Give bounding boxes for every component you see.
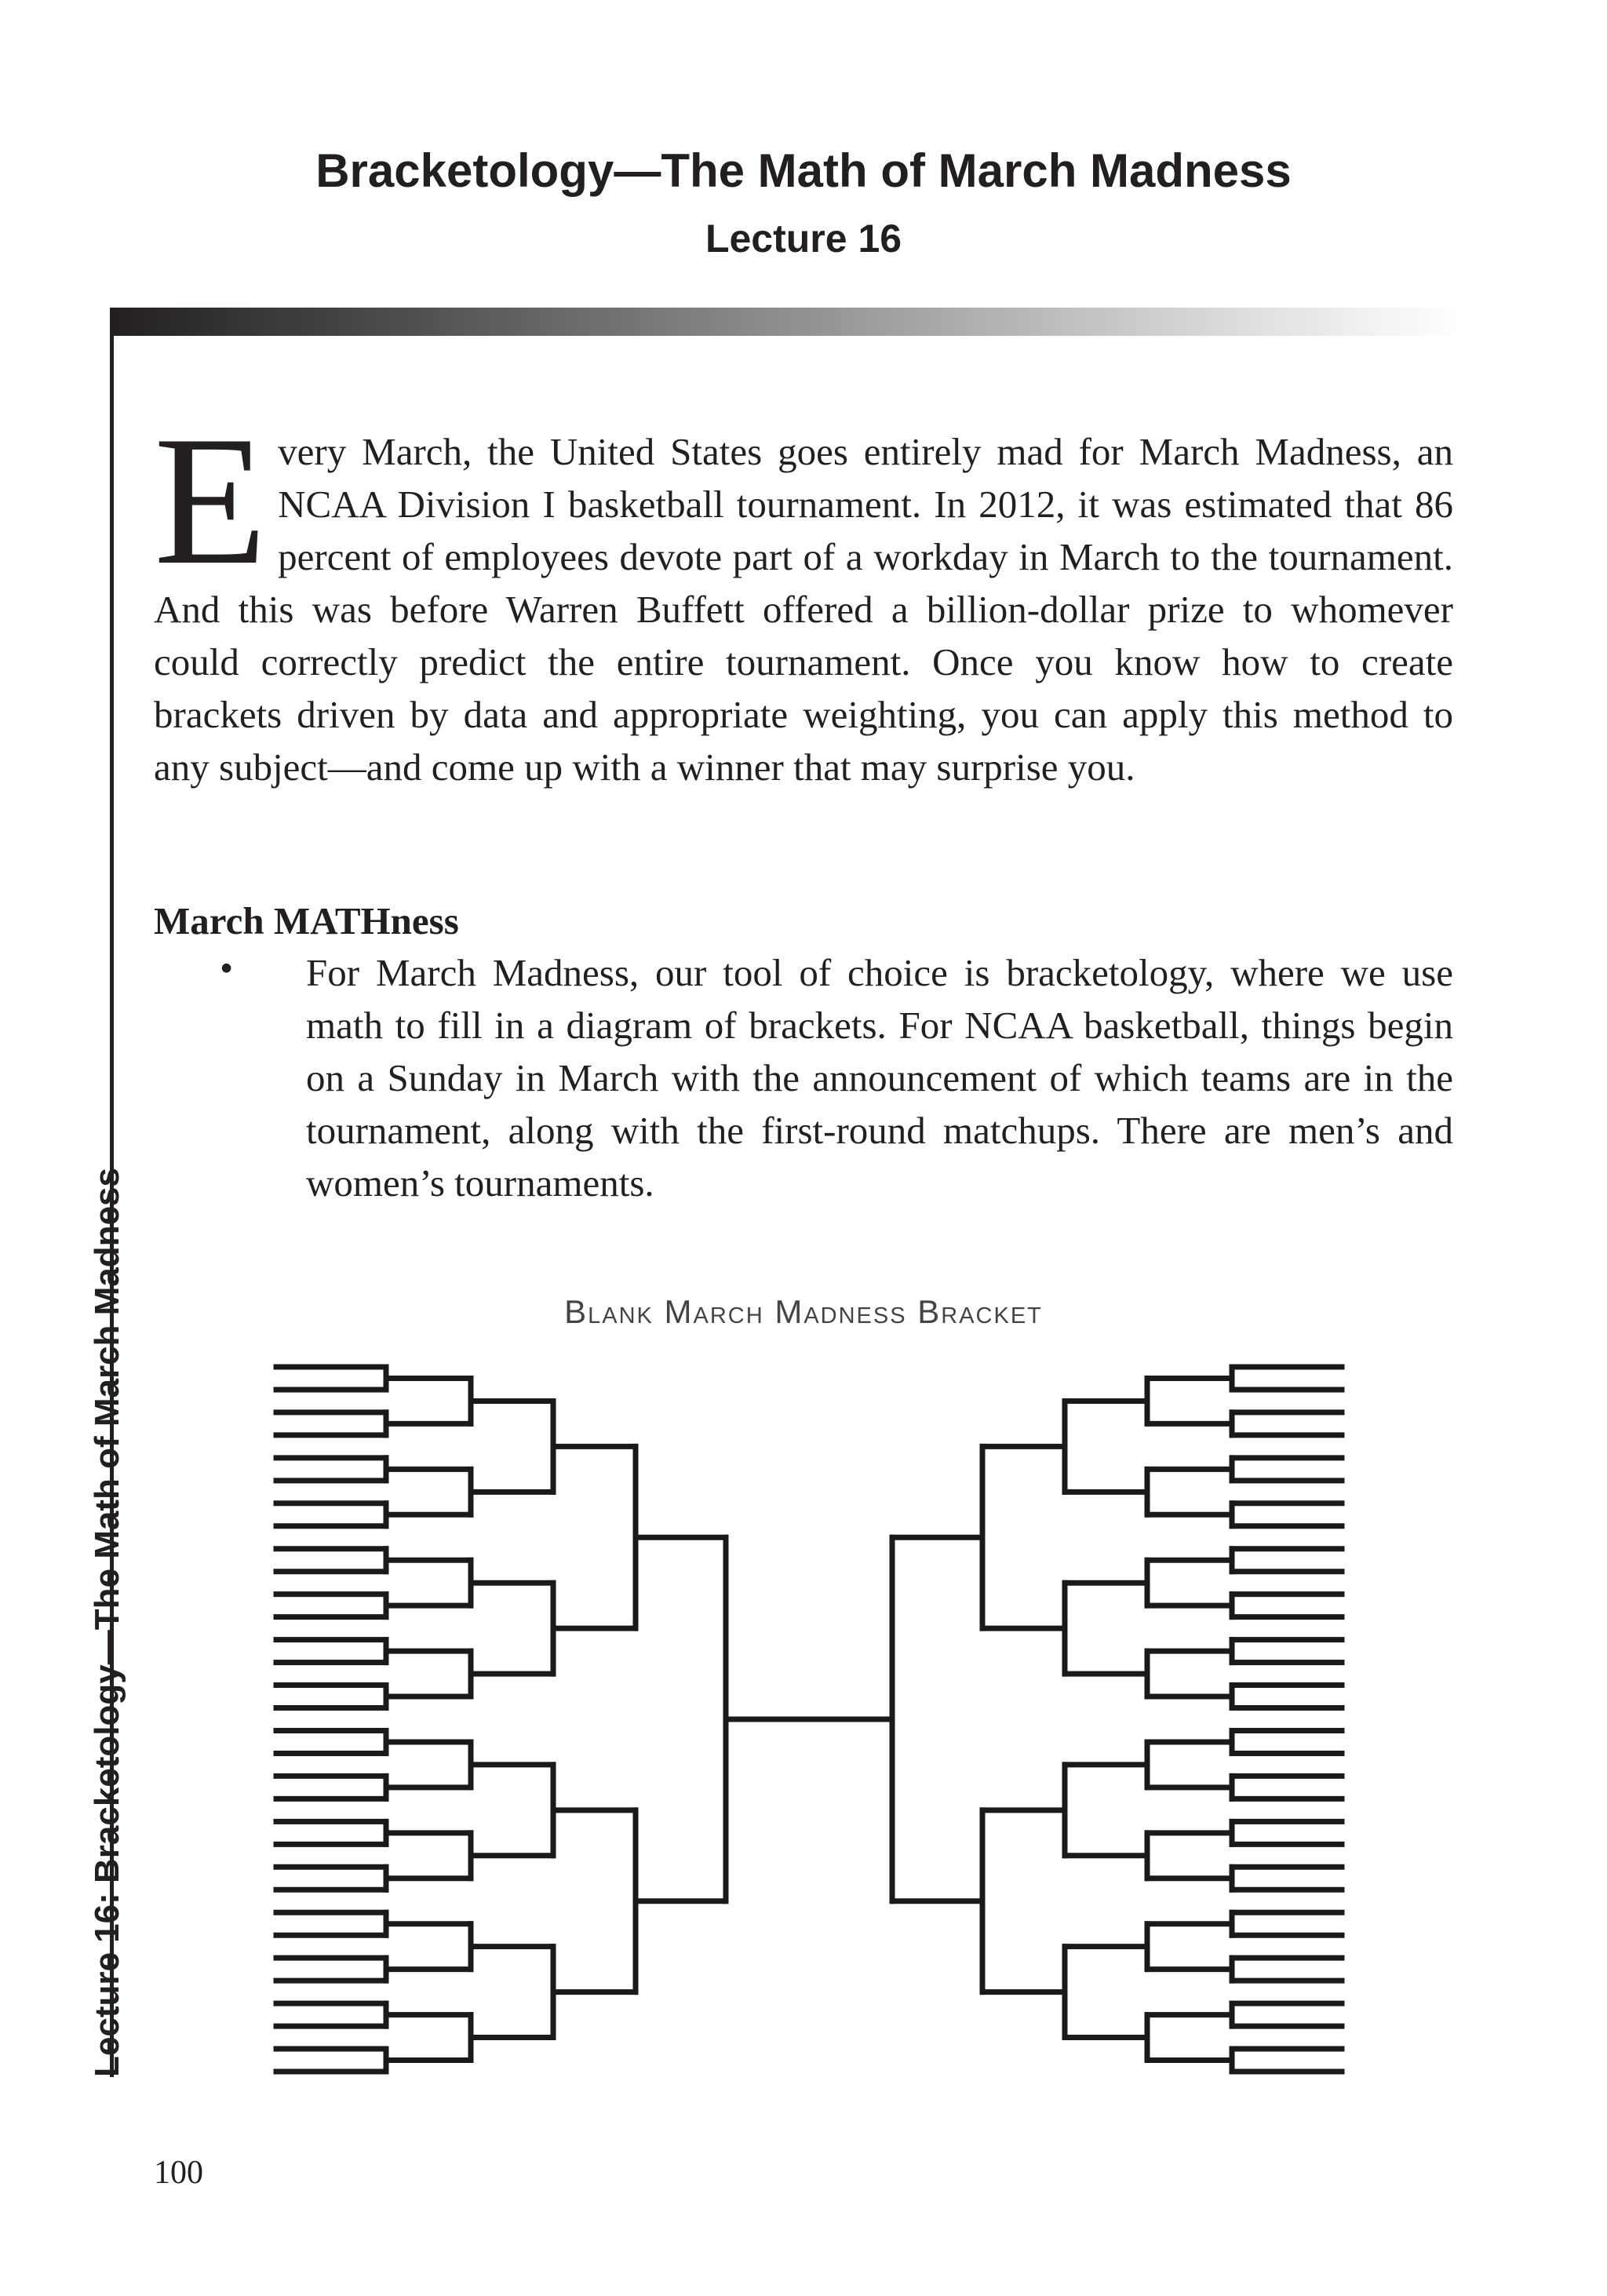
section-heading: March MATHness (154, 899, 459, 942)
figure-title: Blank March Madness Bracket (564, 1293, 1043, 1330)
page-title: Bracketology—The Math of March Madness (315, 144, 1292, 197)
lecture-number: Lecture 16 (705, 217, 902, 261)
side-running-head: Lecture 16: Bracketology—The Math of March Madness (88, 1168, 126, 2077)
bullet-item: For March Madness, our tool of choice is bracketology, where we use math to fill in a diagram of brackets. For NCAA basketball, things begin on a Sunday in March with the announcement of which teams are in the tournament, along with the first-round matchups. There are men’s and women’s tournaments. (306, 951, 1453, 1204)
bullet-marker: • (220, 946, 234, 989)
intro-text: very March, the United States goes entirely mad for March Madness, an NCAA Division I basketball tournament. In 2012, it was estimated that 86 percent of employees devote part of a workday in March to the tournament. And this was before Warren Buffett offered a billion-dollar prize to whomever could correctly predict the entire tournament. Once you know how to create brackets driven by data and appropriate weighting, you can apply this method to any subject—and come up with a winner that may surprise you. (154, 430, 1453, 789)
page-number: 100 (154, 2155, 203, 2191)
drop-cap: E (154, 399, 268, 603)
